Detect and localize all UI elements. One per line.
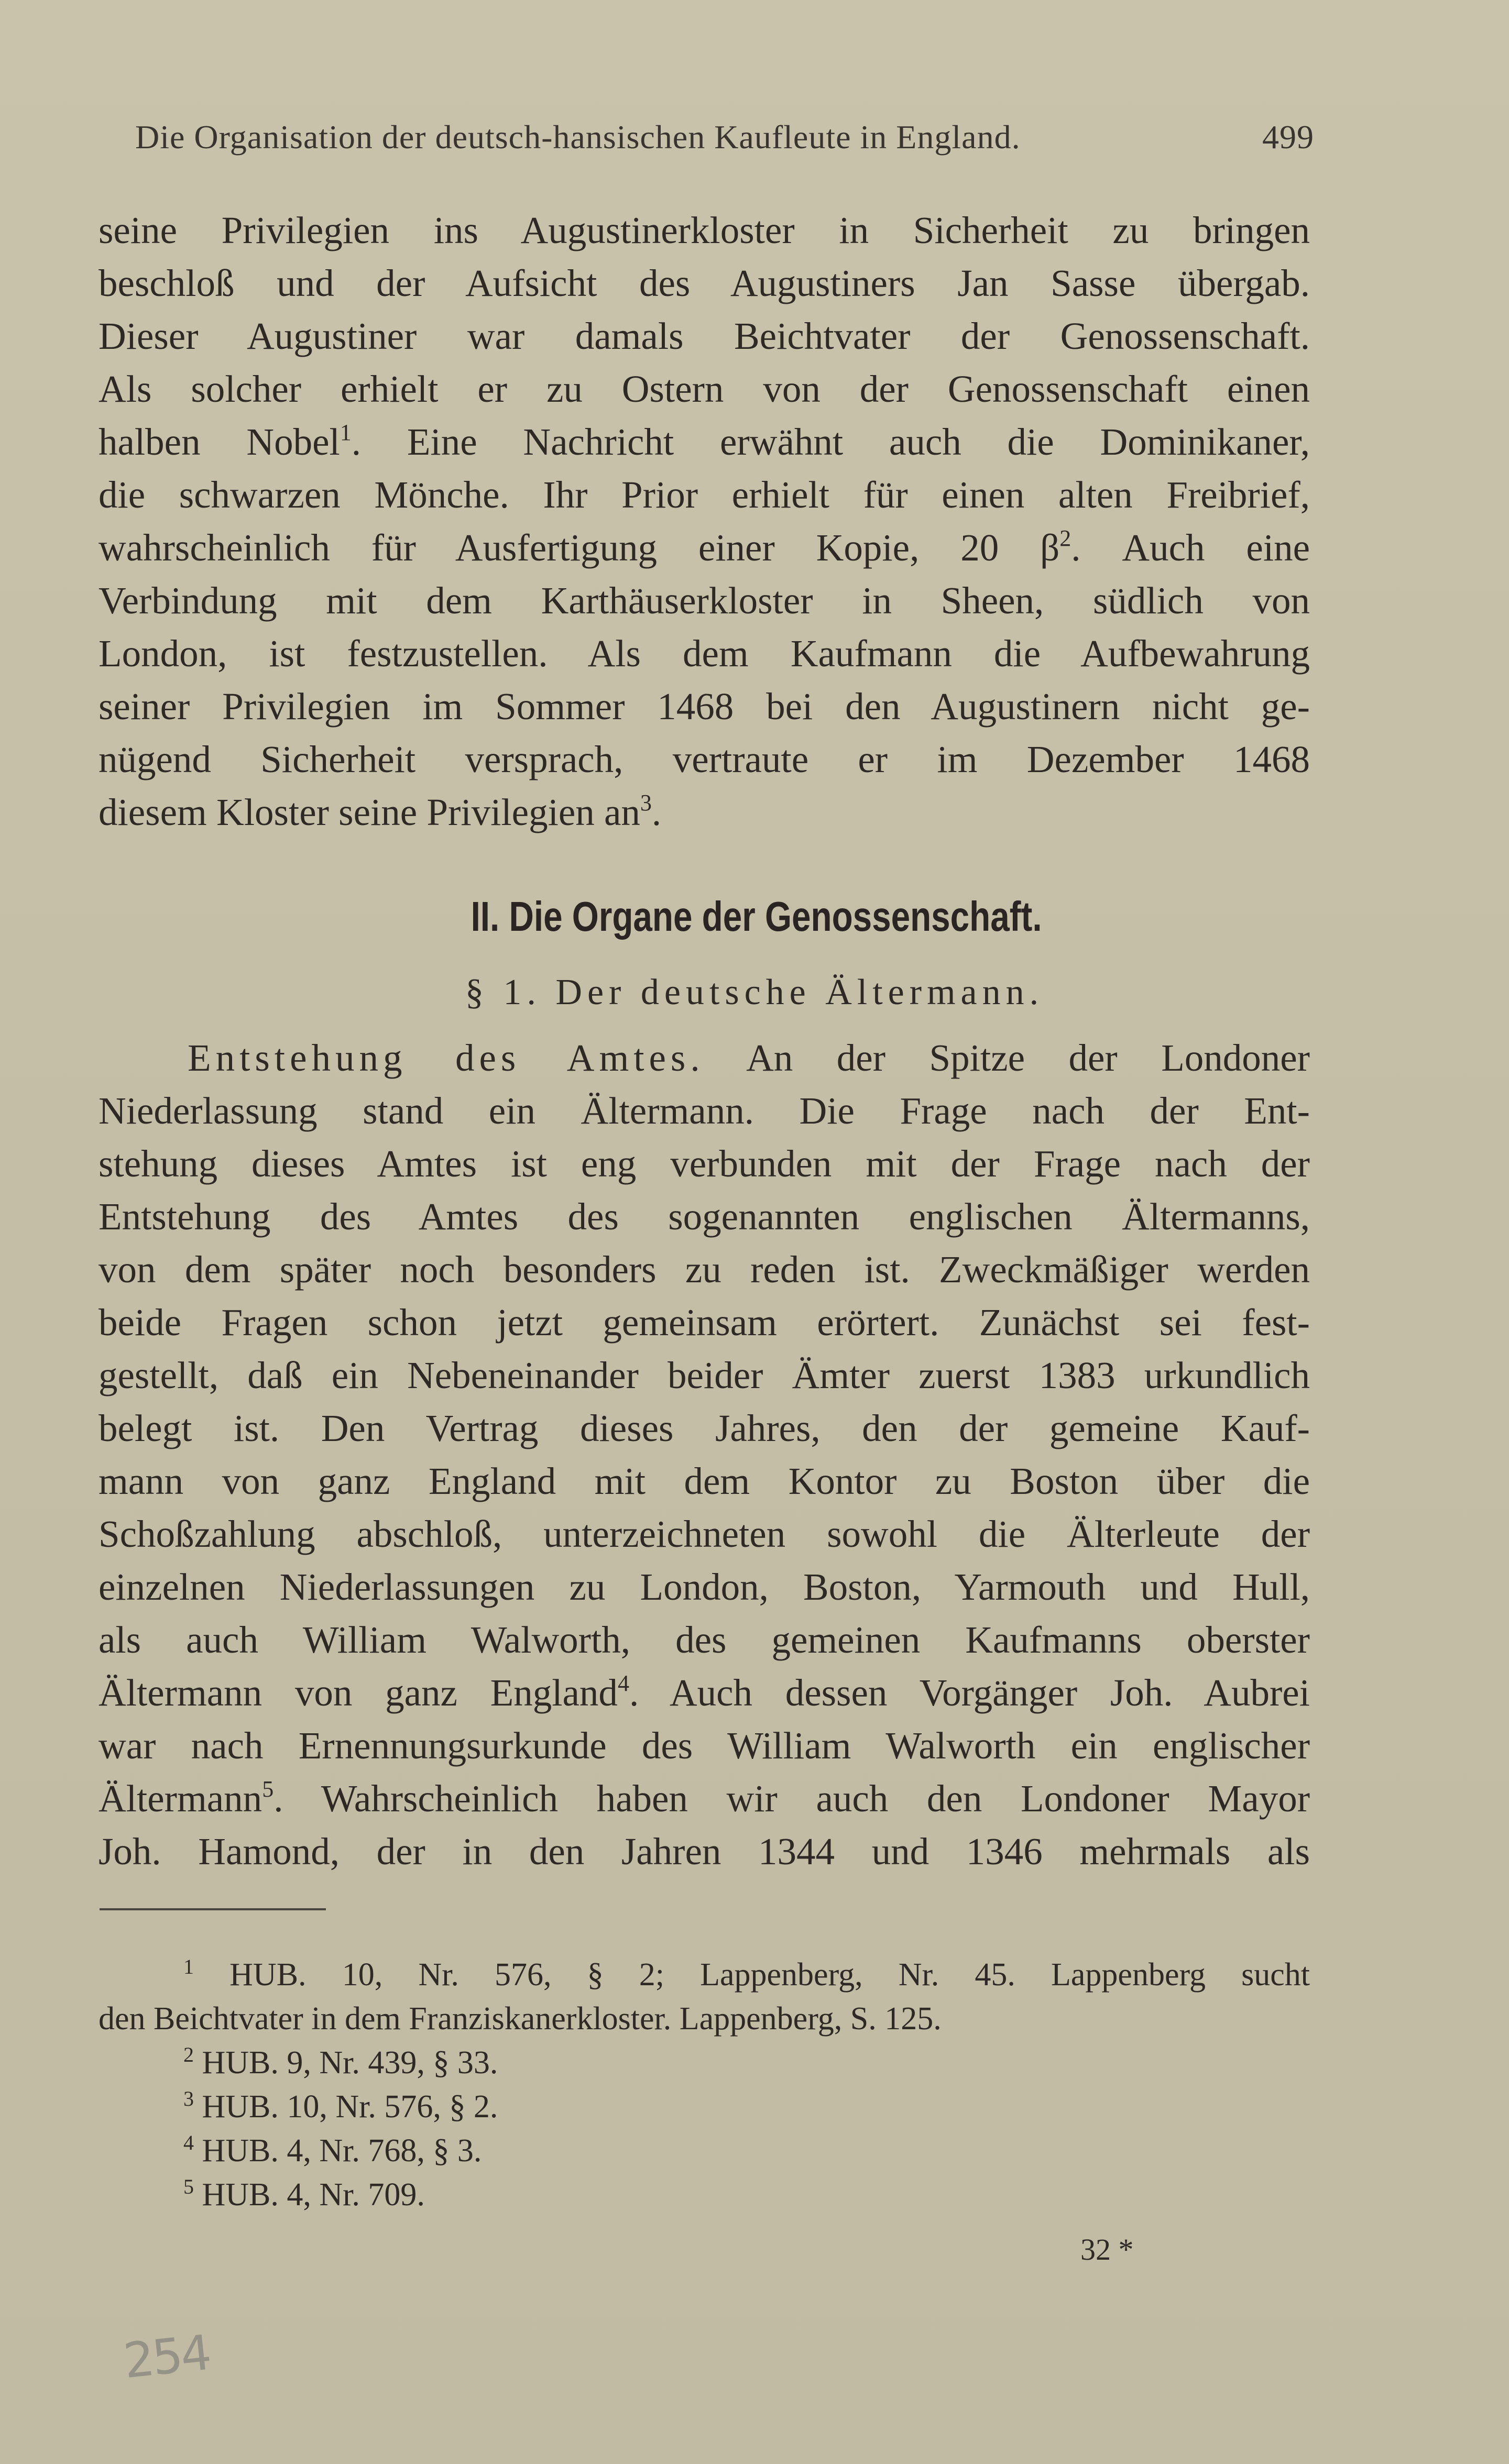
- section-heading: II. Die Organe der Genossenschaft.: [471, 893, 1042, 940]
- line-text: stehung dieses Amtes ist eng verbunden mit der Frage nach der: [99, 1142, 1310, 1185]
- line-text: die schwarzen Mönche. Ihr Prior erhielt für einen alten Freibrief,: [99, 474, 1310, 516]
- line-text: mann von ganz England mit dem Kontor zu Boston über die: [99, 1460, 1310, 1502]
- text-line: [99, 628, 1310, 680]
- line-text: von dem später noch besonders zu reden ist. Zweckmäßiger werden: [99, 1248, 1310, 1291]
- line-text: Schoßzahlung abschloß, unterzeichneten sowohl die Älterleute der: [99, 1513, 1310, 1555]
- line-text: seine Privilegien ins Augustinerkloster in Sicherheit zu bringen: [99, 209, 1310, 251]
- text-line: [99, 1455, 1310, 1508]
- footnote-number: 1: [183, 1955, 194, 1978]
- footnote-1: [183, 1952, 1310, 1997]
- text-line: [99, 363, 1310, 415]
- page-number: 499: [1262, 118, 1314, 156]
- line-text: gestellt, daß ein Nebeneinander beider Ämter zuerst 1383 urkundlich: [99, 1354, 1310, 1396]
- footnote-text: HUB. 4, Nr. 768, § 3.: [202, 2133, 482, 2169]
- line-text: seiner Privilegien im Sommer 1468 bei den Augustinern nicht ge-: [99, 685, 1310, 728]
- text-line: [99, 310, 1310, 362]
- footnote-text: HUB. 9, Nr. 439, § 33.: [202, 2045, 498, 2081]
- line-text: beschloß und der Aufsicht des Augustiners Jan Sasse übergab.: [99, 262, 1310, 304]
- footnote-ref[interactable]: 4: [617, 1670, 629, 1696]
- line-text: . Auch eine: [1071, 526, 1310, 569]
- text-line: [99, 1244, 1310, 1296]
- footnote-3: [183, 2084, 1310, 2129]
- line-text: war nach Ernennungsurkunde des William Walworth ein englischer: [99, 1724, 1310, 1767]
- text-line: [99, 522, 1310, 574]
- line-text: belegt ist. Den Vertrag dieses Jahres, den der gemeine Kauf-: [99, 1407, 1310, 1449]
- text-line: [99, 680, 1310, 733]
- footnote-2: [183, 2040, 1310, 2085]
- footnote-ref[interactable]: 2: [1059, 525, 1071, 551]
- running-header: [135, 116, 1314, 158]
- text-line: [99, 1085, 1310, 1137]
- footnote-number: 5: [183, 2175, 194, 2198]
- text-line: [99, 1349, 1310, 1402]
- text-line: [99, 1561, 1310, 1613]
- signature-mark: 32 *: [1080, 2232, 1134, 2267]
- text-line: [99, 1402, 1310, 1455]
- line-text: halben Nobel: [99, 421, 340, 463]
- line-text: . Wahrscheinlich haben wir auch den Londoner Mayor: [274, 1777, 1310, 1820]
- text-line: [99, 1614, 1310, 1666]
- line-text: London, ist festzustellen. Als dem Kaufmann die Aufbewahrung: [99, 632, 1310, 675]
- text-line: [99, 469, 1310, 521]
- line-text: .: [651, 791, 662, 833]
- line-text: Niederlassung stand ein Ältermann. Die Frage nach der Ent-: [99, 1090, 1310, 1132]
- text-line: [99, 1296, 1310, 1349]
- footnote-ref[interactable]: 3: [640, 790, 652, 816]
- line-text: Joh. Hamond, der in den Jahren 1344 und 1346 mehrmals als: [99, 1830, 1310, 1873]
- footnote-number: 4: [183, 2131, 194, 2154]
- footnote-number: 3: [183, 2087, 194, 2110]
- line-text: An der Spitze der Londoner: [746, 1037, 1310, 1079]
- text-line: [99, 257, 1310, 310]
- footnote-4: [183, 2128, 1310, 2173]
- line-text: . Eine Nachricht erwähnt auch die Dominikaner,: [351, 421, 1310, 463]
- text-line: [99, 416, 1310, 468]
- line-text: als auch William Walworth, des gemeinen Kaufmanns oberster: [99, 1619, 1310, 1661]
- text-line: [99, 786, 1310, 839]
- lead-in: Entstehung des Amtes.: [188, 1037, 705, 1079]
- footnote-text: HUB. 4, Nr. 709.: [202, 2177, 425, 2213]
- line-text: diesem Kloster seine Privilegien an: [99, 791, 640, 833]
- line-text: Als solcher erhielt er zu Ostern von der Genossenschaft einen: [99, 368, 1310, 410]
- line-text: . Auch dessen Vorgänger Joh. Aubrei: [629, 1671, 1310, 1714]
- line-text: Verbindung mit dem Karthäuserkloster in Sheen, südlich von: [99, 579, 1310, 622]
- footnote-text: HUB. 10, Nr. 576, § 2; Lappenberg, Nr. 45. Lappenberg sucht: [229, 1957, 1310, 1993]
- subsection-heading: § 1. Der deutsche Ältermann.: [465, 972, 1044, 1013]
- footnote-5: [183, 2172, 1310, 2217]
- footnote-1-cont: [99, 1996, 1310, 2041]
- line-text: Entstehung des Amtes des sogenannten englischen Ältermanns,: [99, 1195, 1310, 1238]
- text-line: [99, 575, 1310, 627]
- line-text: beide Fragen schon jetzt gemeinsam erörtert. Zunächst sei fest-: [99, 1301, 1310, 1344]
- footnote-text: HUB. 10, Nr. 576, § 2.: [202, 2089, 498, 2125]
- footnote-number: 2: [183, 2043, 194, 2066]
- text-line: [99, 733, 1310, 786]
- footnote-divider: [100, 1908, 326, 1910]
- line-text: Ältermann: [99, 1777, 263, 1820]
- text-line: [99, 204, 1310, 257]
- footnote-ref[interactable]: 5: [262, 1776, 274, 1802]
- line-text: wahrscheinlich für Ausfertigung einer Kopie, 20 β: [99, 526, 1060, 569]
- text-line: [99, 1191, 1310, 1243]
- running-title: Die Organisation der deutsch-hansischen Kaufleute in England.: [135, 118, 1021, 156]
- line-text: Dieser Augustiner war damals Beichtvater der Genossenschaft.: [99, 315, 1310, 357]
- text-line: [99, 1773, 1310, 1825]
- line-text: Ältermann von ganz England: [99, 1671, 618, 1714]
- text-line: [99, 1825, 1310, 1878]
- text-line: [99, 1508, 1310, 1560]
- text-line: [99, 1720, 1310, 1772]
- text-line: [99, 1138, 1310, 1190]
- footnote-text: den Beichtvater in dem Franziskanerkloster. Lappenberg, S. 125.: [99, 2001, 942, 2037]
- text-line: [188, 1032, 1310, 1084]
- text-line: [99, 1667, 1310, 1719]
- handwritten-page-number: 254: [121, 2324, 212, 2390]
- line-text: einzelnen Niederlassungen zu London, Boston, Yarmouth und Hull,: [99, 1566, 1310, 1608]
- footnote-ref[interactable]: 1: [340, 420, 352, 445]
- line-text: nügend Sicherheit versprach, vertraute er im Dezember 1468: [99, 738, 1310, 780]
